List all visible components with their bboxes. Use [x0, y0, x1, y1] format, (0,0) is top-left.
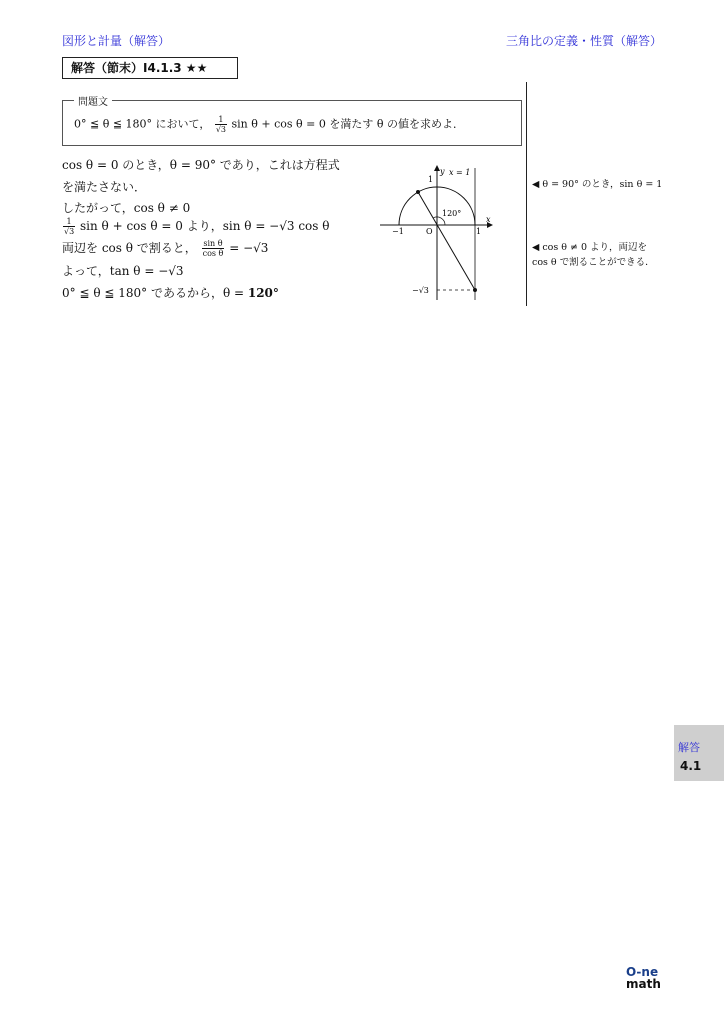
problem-frac-num: 1: [215, 115, 227, 125]
angle-ray: [418, 192, 475, 290]
solution-line-6: よって，tan θ = −√3: [62, 264, 184, 278]
origin-label: O: [426, 227, 433, 236]
solution-line-1: cos θ = 0 のとき，θ = 90° であり，これは方程式: [62, 158, 340, 172]
margin-note-2-line-1: ◀ cos θ ≠ 0 より，両辺を: [532, 242, 648, 253]
solution-line-7: [62, 284, 279, 301]
problem-fraction: [215, 115, 227, 134]
margin-divider: [526, 82, 527, 306]
solution-line-5-den: cos θ: [202, 249, 224, 258]
side-tab: [674, 725, 724, 781]
problem-pre: 0° ≦ θ ≦ 180° において，: [74, 117, 211, 131]
y-axis-label: y: [440, 167, 445, 176]
header-left: 図形と計量（解答）: [62, 34, 171, 48]
header-right: 三角比の定義・性質（解答）: [505, 34, 662, 48]
solution-line-2: を満たさない．: [62, 180, 147, 194]
solution-line-5-fraction: [202, 239, 225, 258]
solution-line-5: [62, 239, 268, 258]
x-tick-one: 1: [476, 227, 482, 236]
problem-post: sin θ + cos θ = 0 を満たす θ の値を求めよ．: [231, 117, 464, 131]
problem-text: [74, 115, 464, 134]
y-tick-one: 1: [428, 175, 434, 184]
solution-line-4-rest: sin θ + cos θ = 0 より，sin θ = −√3 cos θ: [80, 219, 330, 233]
margin-note-2-line-2: cos θ で割ることができる．: [532, 257, 655, 268]
solution-line-7-pre: 0° ≦ θ ≦ 180° であるから，θ =: [62, 286, 248, 300]
logo-line-1: O-ne: [626, 965, 659, 979]
problem-frac-den: √3: [215, 125, 227, 134]
side-tab-number: 4.1: [680, 759, 702, 773]
solution-line-5-pre: 両辺を cos θ で割ると，: [62, 241, 197, 255]
unit-circle-figure: [376, 160, 506, 302]
margin-note-1: ◀ θ = 90° のとき，sin θ = 1: [532, 179, 663, 190]
problem-label: 問題文: [74, 93, 112, 108]
neg-sqrt3-label: −√3: [412, 286, 429, 295]
tangent-line-label: x = 1: [449, 168, 471, 177]
point-on-circle: [416, 190, 420, 194]
solution-line-5-num: sin θ: [203, 239, 223, 248]
solution-line-4-num: 1: [63, 217, 75, 227]
solution-line-5-post: = −√3: [229, 241, 269, 255]
solution-line-4-den: √3: [64, 227, 75, 236]
side-tab-label: 解答: [678, 741, 700, 754]
logo: [626, 966, 661, 990]
x-tick-minus-one: −1: [392, 227, 404, 236]
angle-label: 120°: [442, 209, 462, 218]
x-axis-label: x: [486, 215, 491, 224]
solution-line-4: [62, 217, 329, 236]
solution-line-3: したがって，cos θ ≠ 0: [62, 201, 191, 215]
solution-line-4-fraction: [63, 217, 75, 236]
final-answer: 120°: [247, 286, 279, 300]
logo-line-2: math: [626, 977, 661, 991]
section-title: 解答（節末）I4.1.3 ★★: [62, 57, 238, 79]
